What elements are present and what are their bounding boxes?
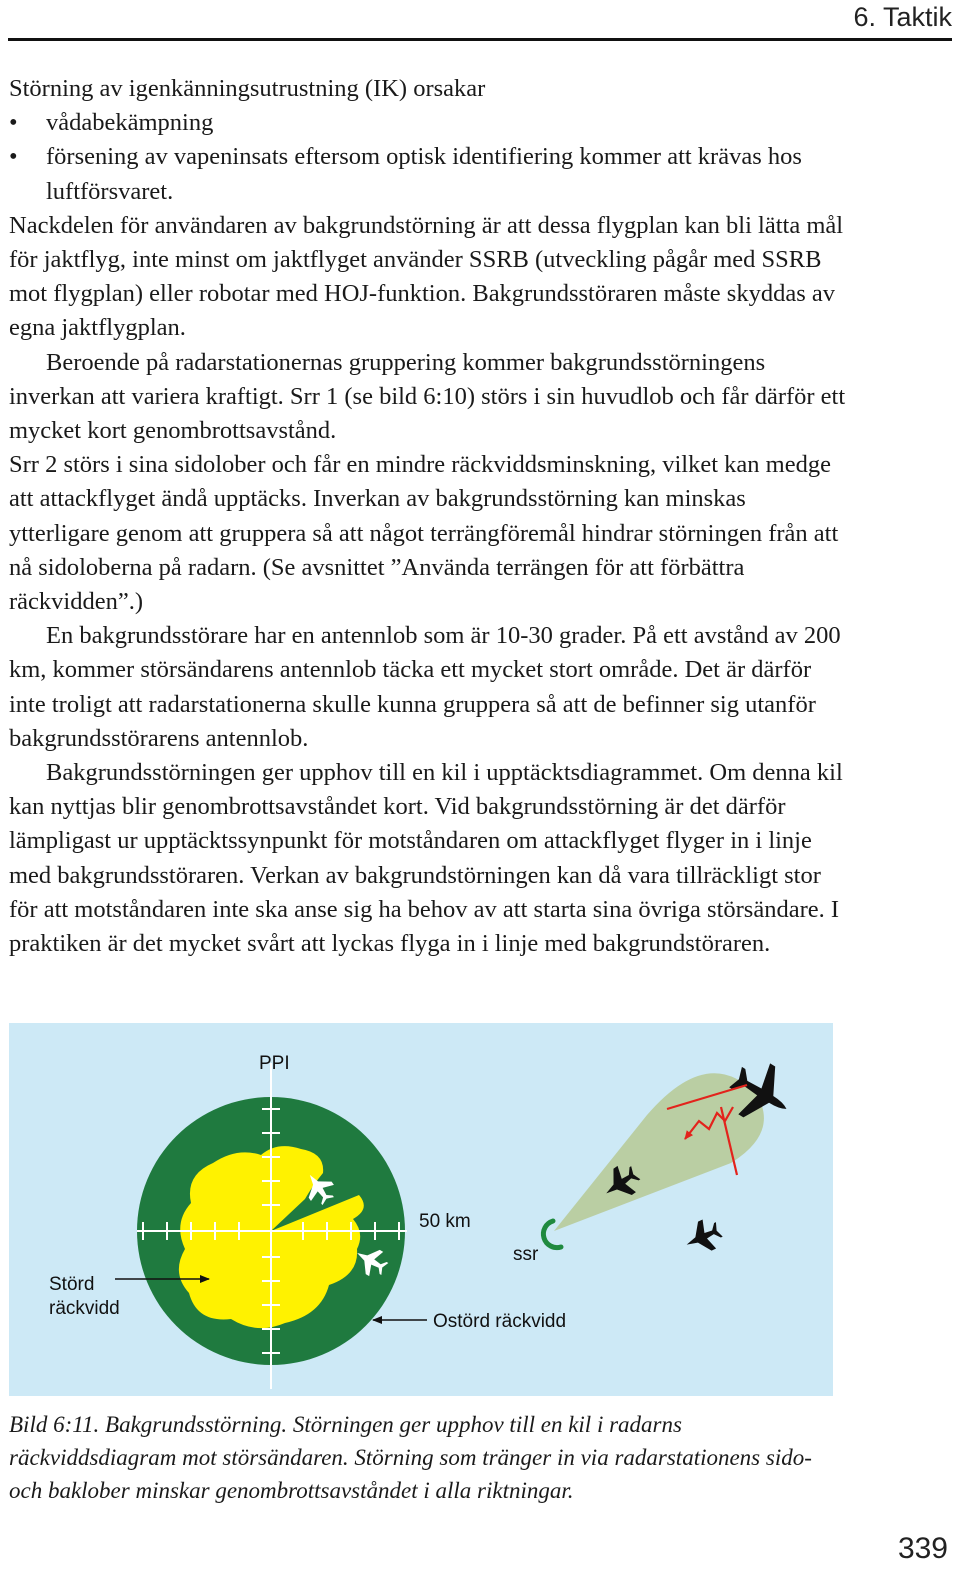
header-rule [8, 38, 952, 41]
body-text [9, 72, 851, 961]
undisturbed-range-label: Ostörd räckvidd [433, 1311, 567, 1332]
intro-line: Störning av igenkänningsutrustning (IK) orsakar [9, 75, 486, 102]
page-number: 339 [897, 1532, 948, 1565]
range-label: 50 km [419, 1211, 471, 1232]
ssr-label: ssr [513, 1244, 539, 1265]
paragraph: Nackdelen för användaren av bakgrundstörning är att dessa flygplan kan bli lätta mål för jaktflyg, inte minst om jaktflyget använder SSRB (utveckling pågår med SSRB mot flygplan) eller robotar med HOJ-funktion. Bakgrundsstöraren måste skyddas av egna jaktflygplan. [9, 211, 844, 342]
bullet-item [9, 106, 851, 140]
paragraph: Bakgrundsstörningen ger upphov till en kil i upptäcktsdiagrammet. Om denna kil kan nyttjas blir genombrottsavståndet kort. Vid bakgrundsstörning är det därför lämpligast ur upptäcktssynpunkt för motståndaren om attackflyget flyger in i linje med bakgrundsstöraren. Verkan av bakgrundstörningen kan då vara tillräckligt stor för att motståndaren inte ska anse sig ha behov av att starta sina övriga störsändare. I praktiken är det mycket svårt att lyckas flyga in i linje med bakgrundstöraren. [9, 759, 843, 958]
disturbed-range-label-line2: räckvidd [49, 1298, 120, 1319]
radar-antenna-icon [543, 1221, 561, 1248]
bullet-text: vådabekämpning [46, 109, 214, 137]
disturbed-range-label-line1: Störd [49, 1274, 95, 1295]
paragraph: Srr 2 störs i sina sidolober och får en mindre räckviddsminskning, vilket kan medge att attackflyget ändå upptäcks. Inverkan av bakgrundsstörning kan minskas ytterligare genom att gruppera så att något terrängföremål hindrar störningen från att nå sidoloberna på radarn. (Se avsnittet ”Använda terrängen för att förbättra räckvidden”.) [9, 451, 839, 616]
bullet-item [9, 140, 851, 208]
bullet-icon: • [9, 143, 18, 171]
chapter-title: 6. Taktik [853, 2, 952, 32]
figure-jamming-diagram [9, 1023, 833, 1396]
figure-caption: Bild 6:11. Bakgrundsstörning. Störningen ger upphov till en kil i radarns räckviddsdiagram mot störsändaren. Störning som tränger in via radarstationens sido- och baklober minskar genombrottsavståndet i alla riktningar. [9, 1412, 812, 1503]
ppi-label: PPI [259, 1053, 290, 1074]
paragraph: En bakgrundsstörare har en antennlob som är 10-30 grader. På ett avstånd av 200 km, kommer störsändarens antennlob täcka ett mycket stort område. Det är därför inte troligt att radarstationerna skulle kunna gruppera så att de befinner sig utanför bakgrundsstörarens antennlob. [9, 622, 841, 752]
figure-svg [9, 1023, 833, 1396]
bullet-text: försening av vapeninsats eftersom optisk identifiering kommer att krävas hos luftförsvaret. [46, 143, 802, 205]
paragraph: Beroende på radarstationernas gruppering kommer bakgrundsstörningens inverkan att variera kraftigt. Srr 1 (se bild 6:10) störs i sin huvudlob och får därför ett mycket kort genombrottsavstånd. [9, 348, 846, 445]
fighter-jet-icon [680, 1215, 726, 1259]
bullet-icon: • [9, 109, 18, 137]
